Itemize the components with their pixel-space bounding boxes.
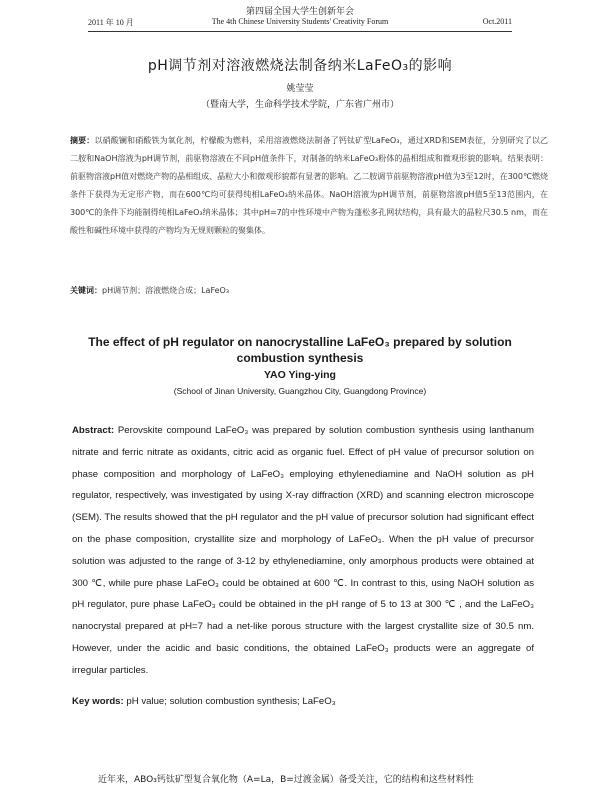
header-date-en: Oct.2011 — [482, 17, 512, 26]
body-first-line: 近年来，ABO₃钙钛矿型复合氧化物（A=La，B=过渡金属）备受关注，它的结构和这些材料性 — [98, 775, 474, 785]
keywords-zh-label: 关键词： — [70, 286, 102, 295]
abstract-en-label: Abstract: — [72, 425, 115, 436]
header-rule — [88, 31, 512, 32]
header-date-zh: 2011 年 10 月 — [88, 18, 134, 27]
affiliation-zh: （暨南大学，生命科学技术学院，广东省广州市） — [200, 100, 399, 110]
running-header-conference: 第四届全国大学生创新年会 — [245, 7, 354, 17]
paper-title-en: The effect of pH regulator on nanocrystalline LaFeO₃ prepared by solution combustion synthesis — [88, 335, 512, 365]
keywords-zh — [70, 285, 548, 296]
abstract-zh-label: 摘要： — [70, 136, 95, 145]
keywords-zh-text: pH调节剂；溶液燃烧合成；LaFeO₃ — [102, 286, 230, 295]
running-header — [88, 17, 512, 29]
abstract-zh-text: 以硝酸镧和硝酸铁为氧化剂，柠檬酸为燃料，采用溶液燃烧法制备了钙钛矿型LaFeO₃，通过XRD和SEM表征，分别研究了以乙二胺和NaOH溶液为pH调节剂，前驱物溶液在不同pH值条件下，对制备的纳米LaFeO₃粉体的晶相组成和微观形貌的影响。结果表明：前驱物溶液pH值对燃烧产物的晶相组成、晶粒大小和微观形貌都有显著的影响。乙二胺调节前驱物溶液pH值为3至12时，在300℃燃烧条件下获得为无定形产物，而在600℃均可获得纯相LaFeO₃纳米晶体。NaOH溶液为pH调节剂，前驱物溶液pH值5至13范围内，在300℃的条件下均能制得纯相LaFeO₃纳米晶体；其中pH=7的中性环境中产物为蓬松多孔网状结构，具有最大的晶粒尺30.5 nm，而在酸性和碱性环境中获得的产物均为无规则颗粒的聚集体。 — [70, 136, 549, 235]
keywords-en-label: Key words: — [72, 696, 124, 707]
keywords-en-text: pH value; solution combustion synthesis; LaFeO₃ — [126, 696, 336, 707]
affiliation-en: (School of Jinan University, Guangzhou City, Guangdong Province) — [173, 386, 427, 396]
abstract-zh — [70, 132, 548, 240]
abstract-en-text: Perovskite compound LaFeO₃ was prepared by solution combustion synthesis using lanthanum nitrate and ferric nitrate as oxidants, citric acid as organic fuel. Effect of pH value of precursor solution on phase composition and morphology of LaFeO₃ employing ethylenediamine and NaOH solution as pH regulator, respectively, was investigated by using X-ray diffraction (XRD) and scanning electron microscope (SEM). The results showed that the pH regulator and the pH value of precursor solution had significant effect on the phase composition, crystallite size and morphology of LaFeO₃. When the pH value of precursor solution was adjusted to the range of 3-12 by ethylenediamine, only amorphous products were obtained at 300 ℃, while pure phase LaFeO₃ could be obtained at 600 ℃. In contrast to this, using NaOH solution as pH regulator, pure phase LaFeO₃ could be obtained in the pH range of 5 to 13 at 300 ℃ , and the LaFeO₃ nanocrystal prepared at pH=7 had a net-like porous structure with the largest crystallite size of 30.5 nm. However, under the acidic and basic conditions, the obtained LaFeO₃ products were an aggregate of irregular particles. — [72, 425, 534, 676]
author-en: YAO Ying-ying — [264, 369, 336, 381]
abstract-en — [72, 420, 534, 682]
keywords-en — [72, 696, 534, 707]
paper-title-zh: pH调节剂对溶液燃烧法制备纳米LaFeO₃的影响 — [147, 58, 453, 74]
author-zh: 姚莹莹 — [286, 84, 314, 94]
header-conference-en: The 4th Chinese University Students' Creativity Forum — [211, 17, 389, 26]
